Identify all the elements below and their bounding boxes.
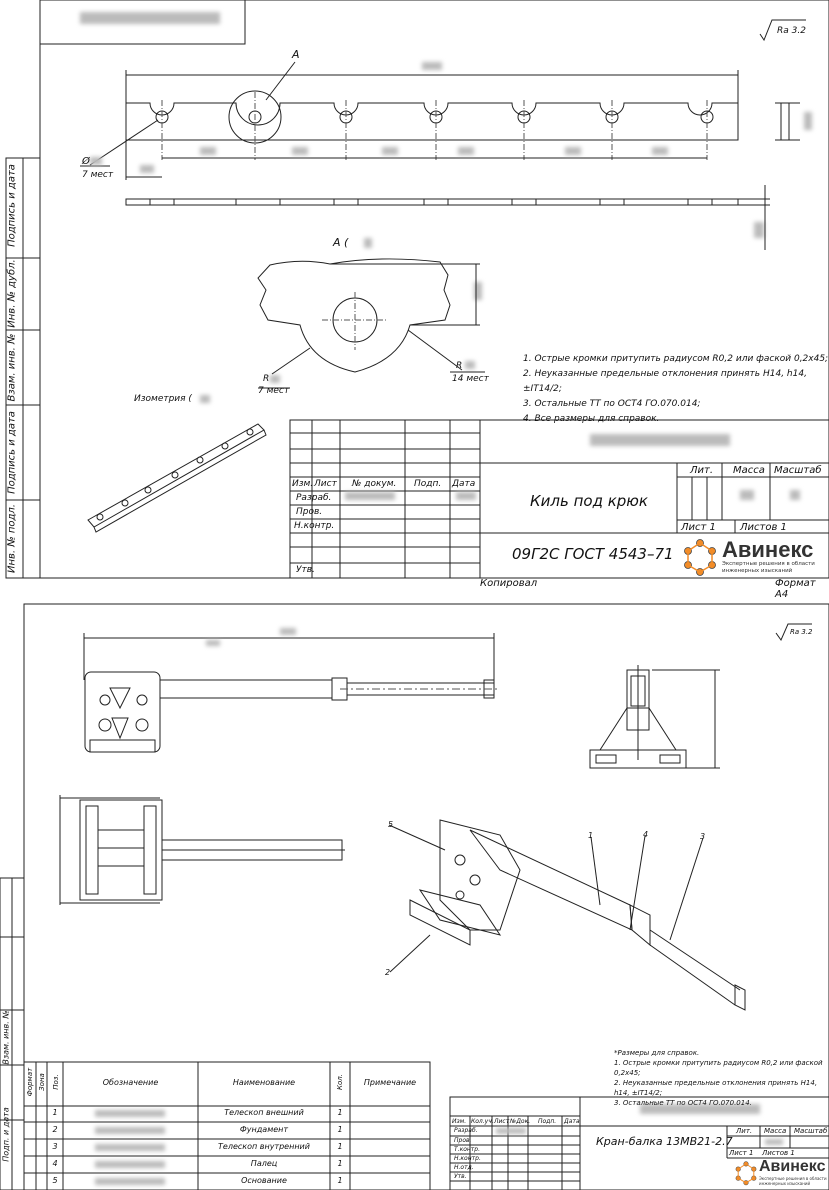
balloon-1: 1: [588, 831, 594, 840]
isometry-label: Изометрия (: [134, 394, 192, 404]
side-label-2-1: Подп. и дата: [1, 1107, 11, 1162]
tb2-row-3: Т.контр.: [454, 1146, 481, 1153]
spec-h-designation: Обозначение: [102, 1078, 159, 1087]
tb1-sheet: Лист 1: [681, 522, 716, 533]
spec-h-note: Примечание: [363, 1078, 417, 1087]
balloon-2: 2: [385, 968, 391, 977]
spec-row-2-pos: 2: [52, 1125, 58, 1134]
note-4: 4. Все размеры для справок.: [523, 414, 660, 424]
tb1-col-date: Дата: [452, 479, 476, 489]
tb2-sheet: Лист 1: [729, 1149, 754, 1157]
tb2-row-6: Утв.: [454, 1173, 467, 1180]
blurred-doc-number: [80, 12, 220, 24]
side-label-5: Инв. № подл.: [6, 504, 18, 573]
blurred-title-block-1: [345, 434, 800, 500]
note-3: 3. Остальные ТТ по ОСТ4 ГО.070.014;: [523, 399, 701, 409]
spec-row-2-qty: 1: [337, 1125, 343, 1134]
tb1-part-name: Киль под крюк: [530, 492, 648, 510]
tb2-row-5: Н.отд.: [454, 1164, 474, 1171]
detail-view-a: [258, 259, 485, 388]
blurred-spec-designations: [95, 1110, 165, 1185]
note-2-3: 3. Остальные ТТ по ОСТ4 ГО.070.014.: [614, 1099, 752, 1107]
copied-label: Копировал: [480, 578, 538, 589]
tb1-sheets: Листов 1: [740, 522, 787, 533]
spec-h-format: Формат: [26, 1067, 34, 1097]
spec-row-1-name: Телескоп внешний: [224, 1108, 304, 1117]
roughness-label-2: Ra 3.2: [790, 628, 813, 636]
logo-tagline-2-2: инженерных изысканий: [759, 1181, 811, 1186]
spec-row-3-pos: 3: [52, 1142, 58, 1151]
tb2-col-list: Лист: [494, 1118, 510, 1125]
sheet2-notes: [614, 1048, 829, 1108]
note-2-1: 1. Острые кромки притупить радиусом R0,2 или фаской 0,2х45;: [614, 1059, 823, 1077]
spec-row-4-qty: 1: [337, 1159, 343, 1168]
leader-a-label: A: [292, 48, 300, 61]
logo-mark-icon: [680, 537, 720, 577]
logo-mark-icon: [733, 1160, 759, 1186]
crane-side-view: [590, 665, 720, 768]
tb1-lit: Лит.: [690, 465, 714, 476]
tb2-col-kolu: Кол.уч.: [471, 1118, 494, 1125]
tb2-sheets: Листов 1: [762, 1149, 795, 1157]
tb2-part-name: Кран-балка 13МВ21-2.7: [596, 1135, 733, 1148]
hole-symbol: Ø: [82, 156, 90, 167]
radius-left-note: 7 мест: [258, 386, 290, 396]
tb1-mass: Масса: [733, 465, 765, 476]
spec-h-name: Наименование: [232, 1078, 296, 1087]
spec-row-1-pos: 1: [52, 1108, 58, 1117]
tb2-mass: Масса: [764, 1127, 787, 1135]
tb2-row-4: Н.контр.: [454, 1155, 481, 1162]
side-label-2: Инв. № дубл.: [6, 259, 18, 328]
view-a-title: А (: [333, 236, 349, 249]
tb1-col-izm: Изм.: [292, 479, 314, 489]
spec-row-2-name: Фундамент: [239, 1125, 289, 1134]
radius-left-symbol: R: [263, 374, 270, 384]
spec-row-3-name: Телескоп внутренний: [218, 1142, 310, 1151]
note-1: 1. Острые кромки притупить радиусом R0,2 или фаской 0,2х45;: [523, 354, 829, 364]
crane-isometric-view: [389, 820, 745, 1010]
balloon-3: 3: [700, 832, 706, 841]
tb2-col-sign: Подп.: [538, 1118, 557, 1125]
tb2-scale: Масштаб: [794, 1127, 828, 1135]
side-label-1: Подпись и дата: [6, 164, 18, 247]
blurred-dim-front: [206, 628, 296, 646]
tb1-col-doc: № докум.: [352, 479, 397, 489]
spec-h-qty: Кол.: [336, 1074, 344, 1090]
roughness-label-1: Ra 3.2: [777, 26, 806, 36]
tb2-col-date: Дата: [564, 1118, 580, 1125]
tb2-row-2: Пров.: [454, 1137, 472, 1144]
crane-front-view: [84, 633, 500, 752]
side-label-4: Подпись и дата: [6, 411, 18, 494]
side-label-2-2: Взам. инв. №: [1, 1010, 11, 1065]
spec-row-5-name: Основание: [241, 1176, 287, 1185]
logo-tagline-1: Экспертные решения в области: [722, 561, 815, 567]
tb1-scale: Масштаб: [774, 465, 822, 476]
note-2-2: 2. Неуказанные предельные отклонения принять H14, h14, ±IT14/2;: [614, 1079, 818, 1097]
spec-h-pos: Поз.: [52, 1074, 60, 1090]
logo-block-1: [680, 537, 828, 577]
spec-h-zone: Зона: [38, 1073, 46, 1091]
tb2-row-1: Разраб.: [454, 1127, 478, 1134]
tb1-row-developer: Разраб.: [296, 493, 332, 503]
logo-name-2: Авинекс: [759, 1158, 826, 1175]
tb2-lit: Лит.: [736, 1127, 753, 1135]
tb2-col-izm: Изм.: [452, 1118, 467, 1125]
radius-right-symbol: R: [456, 361, 463, 371]
tb1-row-ncontrol: Н.контр.: [294, 521, 335, 531]
tb1-row-checked: Пров.: [296, 507, 323, 517]
balloon-5: 5: [388, 820, 394, 829]
tb1-col-sign: Подп.: [414, 479, 442, 489]
plate-edge-view: [126, 185, 770, 250]
logo-tagline-2: инженерных изысканий: [722, 568, 793, 574]
logo-name: Авинекс: [722, 537, 814, 562]
isometric-plate: [88, 424, 266, 532]
balloon-4: 4: [643, 830, 649, 839]
spec-row-4-pos: 4: [52, 1159, 58, 1168]
spec-row-3-qty: 1: [337, 1142, 343, 1151]
hole-count-note: 7 мест: [82, 170, 114, 180]
spec-row-5-pos: 5: [52, 1176, 58, 1185]
tb1-material: 09Г2С ГОСТ 4543–71: [512, 545, 674, 563]
sheet1-notes: [523, 352, 829, 427]
tb1-row-approved: Утв.: [296, 565, 315, 575]
side-label-3: Взам. инв. №: [6, 333, 18, 402]
crane-top-view: [60, 795, 345, 905]
spec-row-4-name: Палец: [250, 1159, 278, 1168]
spec-row-1-qty: 1: [337, 1108, 343, 1117]
note-2: 2. Неуказанные предельные отклонения принять H14, h14, ±IT14/2;: [523, 369, 807, 394]
logo-block-2: [733, 1158, 828, 1188]
spec-row-5-qty: 1: [337, 1176, 343, 1185]
radius-right-note: 14 мест: [452, 374, 489, 384]
tb2-col-doc: №Док.: [510, 1118, 531, 1125]
notes-title: *Размеры для справок.: [614, 1049, 700, 1057]
logo-tagline-2-1: Экспертные решения в области: [759, 1176, 827, 1181]
plate-top-view: [80, 62, 800, 180]
tb1-col-list: Лист: [314, 479, 337, 489]
format-label: Формат А4: [775, 578, 816, 600]
